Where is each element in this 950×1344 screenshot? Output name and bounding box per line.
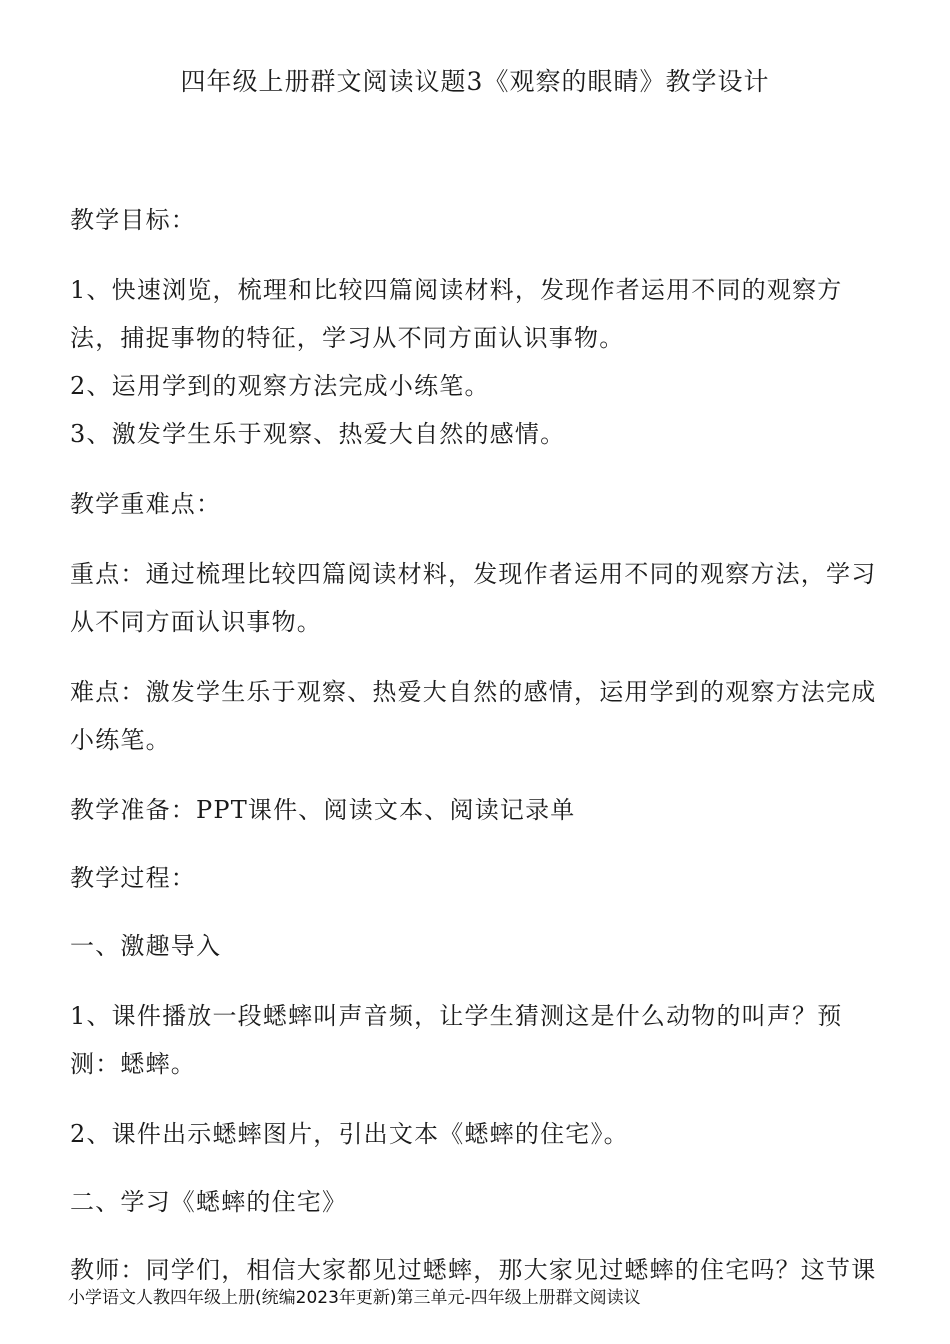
document-title: 四年级上册群文阅读议题3《观察的眼睛》教学设计 bbox=[180, 67, 770, 96]
process-item-2: 2、课件出示蟋蟀图片，引出文本《蟋蟀的住宅》。 bbox=[70, 1120, 629, 1148]
process-item-1: 1、课件播放一段蟋蟀叫声音频，让学生猜测这是什么动物的叫声？预测：蟋蟀。 bbox=[70, 1002, 843, 1078]
section-heading-1: 一、激趣导入 bbox=[70, 932, 222, 960]
heading-teaching-process: 教学过程： bbox=[70, 864, 196, 892]
teaching-preparation: 教学准备：PPT课件、阅读文本、阅读记录单 bbox=[70, 796, 576, 824]
teacher-paragraph: 教师：同学们，相信大家都见过蟋蟀，那大家见过蟋蟀的住宅吗？这节课 bbox=[70, 1256, 877, 1284]
page-footer: 小学语文人教四年级上册(统编2023年更新)第三单元-四年级上册群文阅读议 bbox=[68, 1288, 641, 1308]
goal-item-3: 3、激发学生乐于观察、热爱大自然的感情。 bbox=[70, 420, 566, 448]
document-body bbox=[70, 196, 890, 1294]
goal-item-1: 1、快速浏览，梳理和比较四篇阅读材料，发现作者运用不同的观察方法，捕捉事物的特征，学习从不同方面认识事物。 bbox=[70, 276, 843, 352]
goal-item-2: 2、运用学到的观察方法完成小练笔。 bbox=[70, 372, 490, 400]
heading-key-points: 教学重难点： bbox=[70, 490, 222, 518]
difficult-point-paragraph: 难点：激发学生乐于观察、热爱大自然的感情，运用学到的观察方法完成小练笔。 bbox=[70, 678, 877, 754]
key-point-paragraph: 重点：通过梳理比较四篇阅读材料，发现作者运用不同的观察方法，学习从不同方面认识事物。 bbox=[70, 560, 877, 636]
heading-teaching-goals: 教学目标： bbox=[70, 206, 196, 234]
section-heading-2: 二、学习《蟋蟀的住宅》 bbox=[70, 1188, 348, 1216]
